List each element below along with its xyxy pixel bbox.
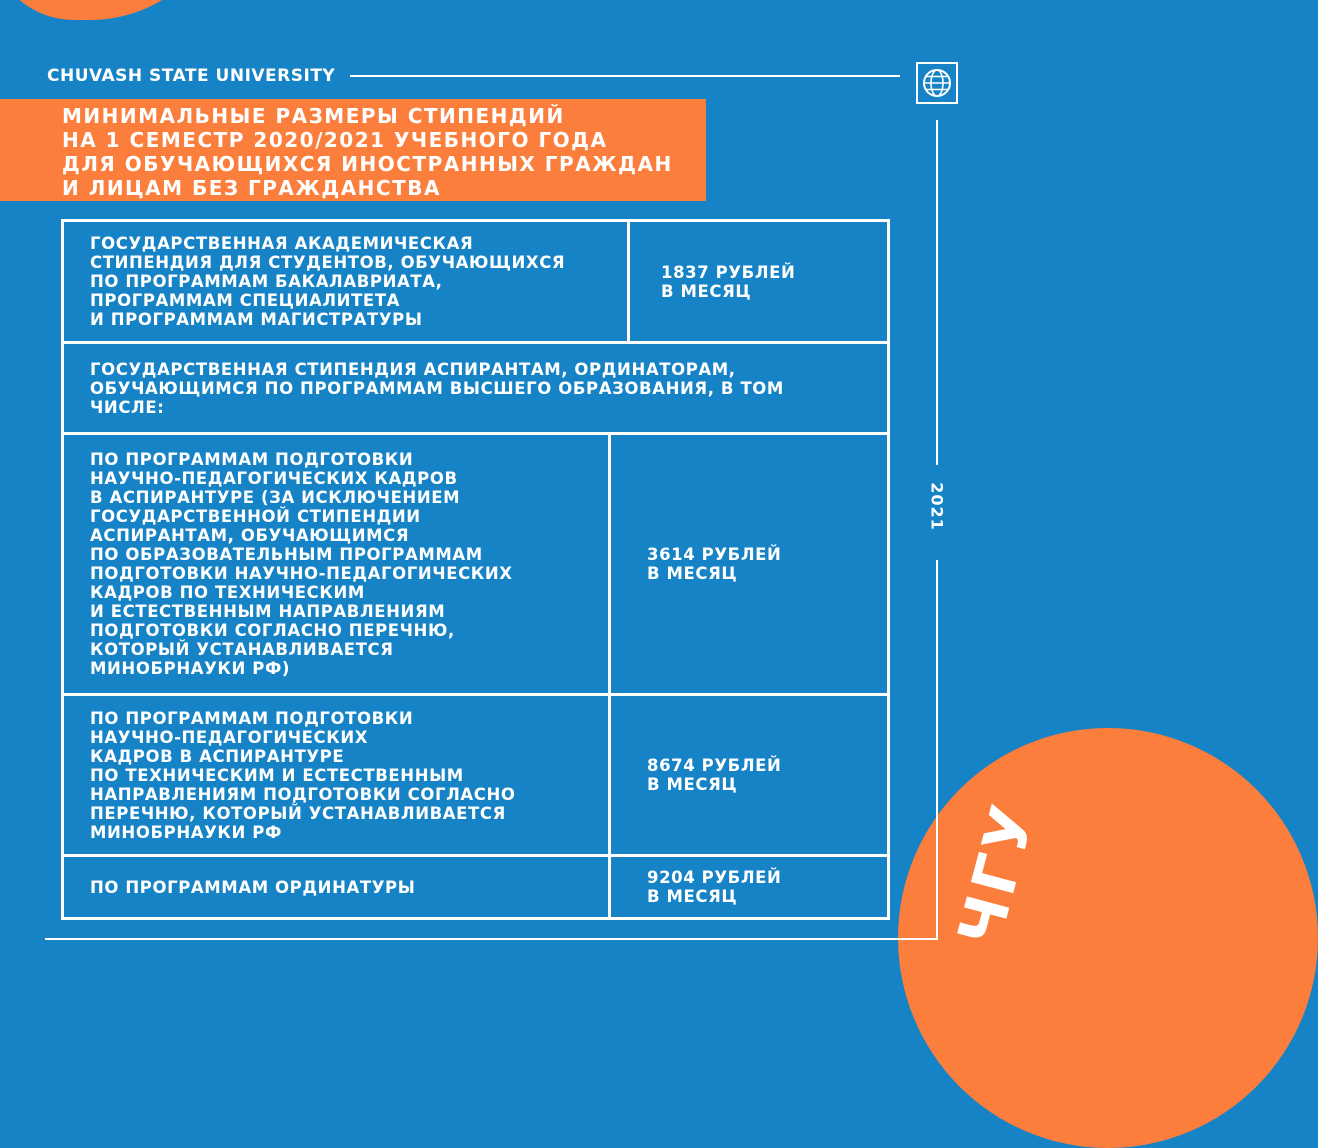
frame-line-top [350,75,900,77]
frame-line-right-lower [936,560,938,940]
year-label: 2021 [927,482,947,531]
table-row-value: 8674 РУБЛЕЙ В МЕСЯЦ [608,693,890,857]
globe-logo [916,62,958,104]
table-row-label: ПО ПРОГРАММАМ ПОДГОТОВКИ НАУЧНО-ПЕДАГОГИЧЕСКИХ КАДРОВ В АСПИРАНТУРЕ ПО ТЕХНИЧЕСКИМ И ЕСТЕСТВЕННЫМ НАПРАВЛЕНИЯМ ПОДГОТОВКИ СОГЛАСНО ПЕРЕЧНЮ, КОТОРЫЙ УСТАНАВЛИВАЕТСЯ МИНОБРНАУКИ РФ [61,693,611,857]
university-name: CHUVASH STATE UNIVERSITY [47,66,336,86]
table-row-label: ПО ПРОГРАММАМ ПОДГОТОВКИ НАУЧНО-ПЕДАГОГИЧЕСКИХ КАДРОВ В АСПИРАНТУРЕ (ЗА ИСКЛЮЧЕНИЕМ ГОСУДАРСТВЕННОЙ СТИПЕНДИИ АСПИРАНТАМ, ОБУЧАЮЩИМСЯ ПО ОБРАЗОВАТЕЛЬНЫМ ПРОГРАММАМ ПОДГОТОВКИ НАУЧНО-ПЕДАГОГИЧЕСКИХ КАДРОВ ПО ТЕХНИЧЕСКИМ И ЕСТЕСТВЕННЫМ НАПРАВЛЕНИЯМ ПОДГОТОВКИ СОГЛАСНО ПЕРЕЧНЮ, КОТОРЫЙ УСТАНАВЛИВАЕТСЯ МИНОБРНАУКИ РФ) [61,432,611,696]
badge-logo [905,794,1051,1000]
badge-text: ЧГУ [945,794,1051,954]
frame-line-bottom [45,938,938,940]
decor-orange-blob-top [0,0,230,20]
table-row-value: 1837 РУБЛЕЙ В МЕСЯЦ [627,219,890,344]
table-row-label: ГОСУДАРСТВЕННАЯ АКАДЕМИЧЕСКАЯ СТИПЕНДИЯ ДЛЯ СТУДЕНТОВ, ОБУЧАЮЩИХСЯ ПО ПРОГРАММАМ БАКАЛАВРИАТА, ПРОГРАММАМ СПЕЦИАЛИТЕТА И ПРОГРАММАМ МАГИСТРАТУРЫ [61,219,630,344]
table-row-section: ГОСУДАРСТВЕННАЯ СТИПЕНДИЯ АСПИРАНТАМ, ОРДИНАТОРАМ, ОБУЧАЮЩИМСЯ ПО ПРОГРАММАМ ВЫСШЕГО ОБРАЗОВАНИЯ, В ТОМ ЧИСЛЕ: [61,341,890,435]
table-row-value: 3614 РУБЛЕЙ В МЕСЯЦ [608,432,890,696]
table-row-value: 9204 РУБЛЕЙ В МЕСЯЦ [608,854,890,920]
page-title: МИНИМАЛЬНЫЕ РАЗМЕРЫ СТИПЕНДИЙ НА 1 СЕМЕСТР 2020/2021 УЧЕБНОГО ГОДА ДЛЯ ОБУЧАЮЩИХСЯ ИНОСТРАННЫХ ГРАЖДАН И ЛИЦАМ БЕЗ ГРАЖДАНСТВА [62,104,673,200]
frame-line-right-upper [936,120,938,465]
globe-icon [921,67,953,99]
table-row-label: ПО ПРОГРАММАМ ОРДИНАТУРЫ [61,854,611,920]
